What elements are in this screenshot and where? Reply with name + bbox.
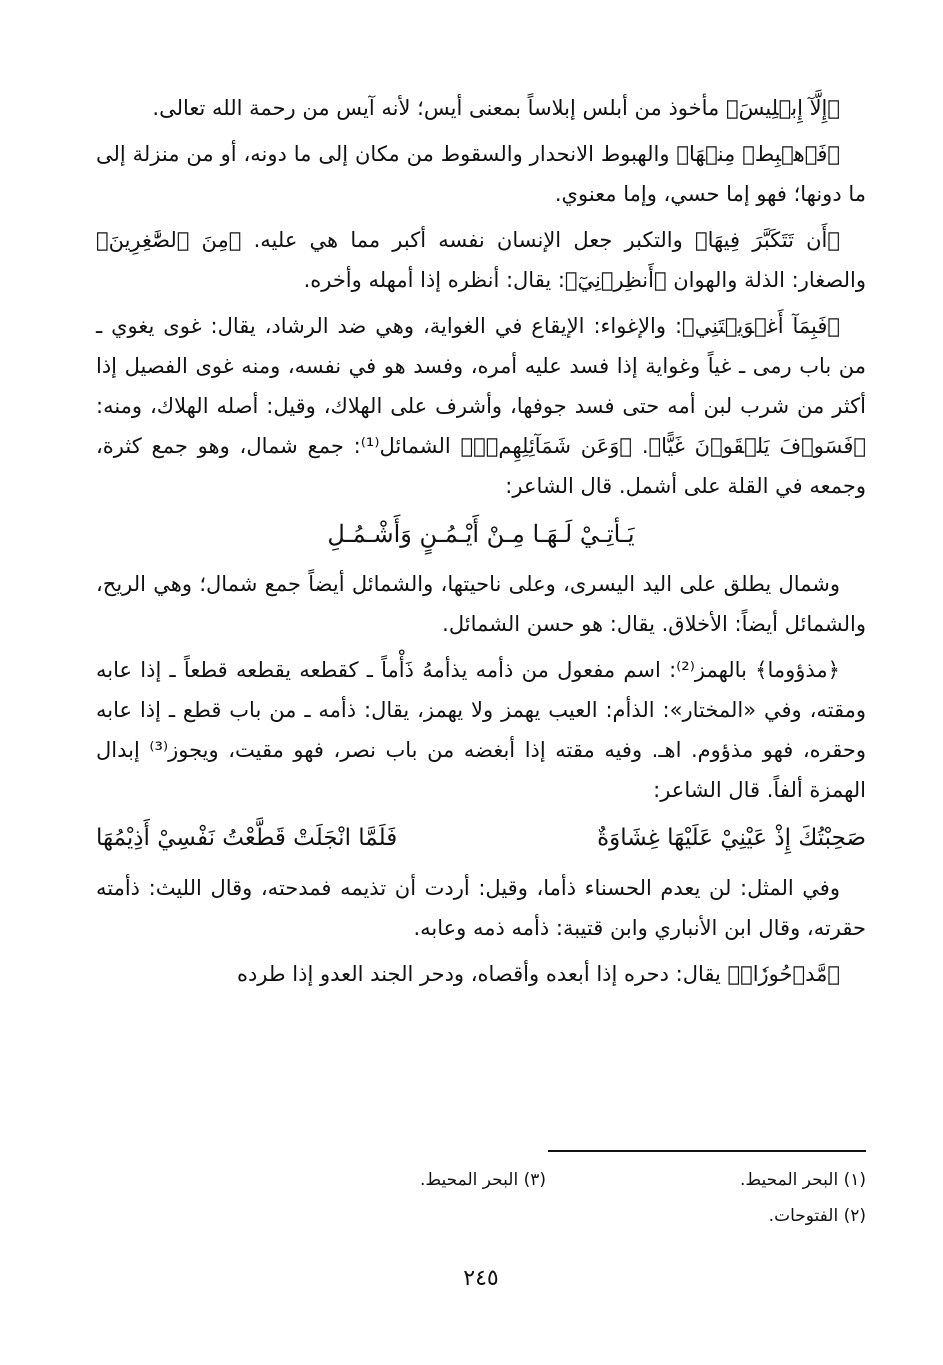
- paragraph-madhuman: ﴿مذؤوما﴾ بالهمز⁽²⁾: اسم مفعول من ذأمه يذأمهُ ذَأْماً ـ كقطعه يقطعه قطعاً ـ إذا عابه ومقته، وفي «المختار»: الذأم: العيب يهمز ولا يهمز، يقال: ذأمه ـ من باب قطع ـ إذا عابه وحقره، فهو مذؤوم. اهـ. وفيه مقته إذا أبغضه من باب نصر، فهو مقيت، ويجوز⁽³⁾ إبدال الهمزة ألفاً. قال الشاعر:: [96, 658, 867, 802]
- paragraph-mathal: وفي المثل: لن يعدم الحسناء ذأما، وقيل: أردت أن تذيمه فمدحته، وقال الليث: ذأمته حقرته، وقال ابن الأنباري وابن قتيبة: ذأمه ذمه وعابه.: [96, 876, 866, 940]
- poem-verse-1: يَـأتِـيْ لَـهَـا مِـنْ أَيْـمُـنٍ وَأَشْـمُـلِ: [327, 520, 635, 548]
- paragraph-iblis: ﴿إِلَّآ إِبۡلِيسَ﴾ مأخوذ من أبلس إبلاساً بمعنى أيس؛ لأنه آيس من رحمة الله تعالى.: [152, 96, 840, 120]
- paragraph-madhura: ﴿مَّدۡحُورٗاۖ﴾ يقال: دحره إذا أبعده وأقصاه، ودحر الجند العدو إذا طرده: [236, 962, 840, 986]
- paragraph-shimal: وشمال يطلق على اليد اليسرى، وعلى ناحيتها، والشمائل أيضاً جمع شمال؛ وهي الريح، والشمائل أيضاً: الأخلاق. يقال: هو حسن الشمائل.: [96, 572, 866, 636]
- page-body: [96, 88, 866, 1338]
- footnote-row: [96, 1162, 866, 1198]
- footnote-1: (١) البحر المحيط.: [740, 1170, 866, 1190]
- footnote-2: (٢) الفتوحات.: [768, 1206, 866, 1226]
- paragraph-takabbur: ﴿أَن تَتَكَبَّرَ فِيهَا﴾ والتكبر جعل الإنسان نفسه أكبر مما هي عليه. ﴿مِنَ ٱلصَّٰغِرِينَ﴾ والصغار: الذلة والهوان ﴿أَنظِرۡنِيٓ﴾: يقال: أنظره إذا أمهله وأخره.: [96, 228, 866, 292]
- footnote-3: (٣) البحر المحيط.: [420, 1170, 546, 1190]
- paragraph-ihbit: ﴿فَٱهۡبِطۡ مِنۡهَا﴾ والهبوط الانحدار والسقوط من مكان إلى ما دونه، أو من منزلة إلى ما دونها؛ فهو إما حسي، وإما معنوي.: [96, 142, 866, 206]
- page-number: ٢٤٥: [463, 1266, 499, 1291]
- paragraph-aghwaytani: ﴿فَبِمَآ أَغۡوَيۡتَنِي﴾: والإغواء: الإيقاع في الغواية، وهي ضد الرشاد، يقال: غوى يغوي ـ من باب رمى ـ غياً وغواية إذا فسد عليه أمره، وفسد هو في نفسه، ومنه غوى الفصيل إذا أكثر من شرب لبن أمه حتى فسد جوفها، وأشرف على الهلاك، وقيل: أصله الهلاك، ومنه: ﴿فَسَوۡفَ يَلۡقَوۡنَ غَيًّا﴾. ﴿وَعَن شَمَآئِلِهِمۡۖ﴾ الشمائل⁽¹⁾: جمع شمال، وهو جمع كثرة، وجمعه في القلة على أشمل. قال الشاعر:: [96, 314, 866, 498]
- verse-2-first-hemistich: صَحِبْتُكَ إِذْ عَيْنِيْ عَلَيْهَا غِشَاوَةٌ: [597, 825, 866, 851]
- footnotes: [96, 1162, 866, 1234]
- footnote-row: [96, 1198, 866, 1234]
- footnote-divider: [548, 1150, 866, 1152]
- verse-2-second-hemistich: فَلَمَّا انْجَلَتْ قَطَّعْتُ نَفْسِيْ أَذِيْمُهَا: [96, 825, 398, 851]
- poem-verse-2: [96, 816, 866, 860]
